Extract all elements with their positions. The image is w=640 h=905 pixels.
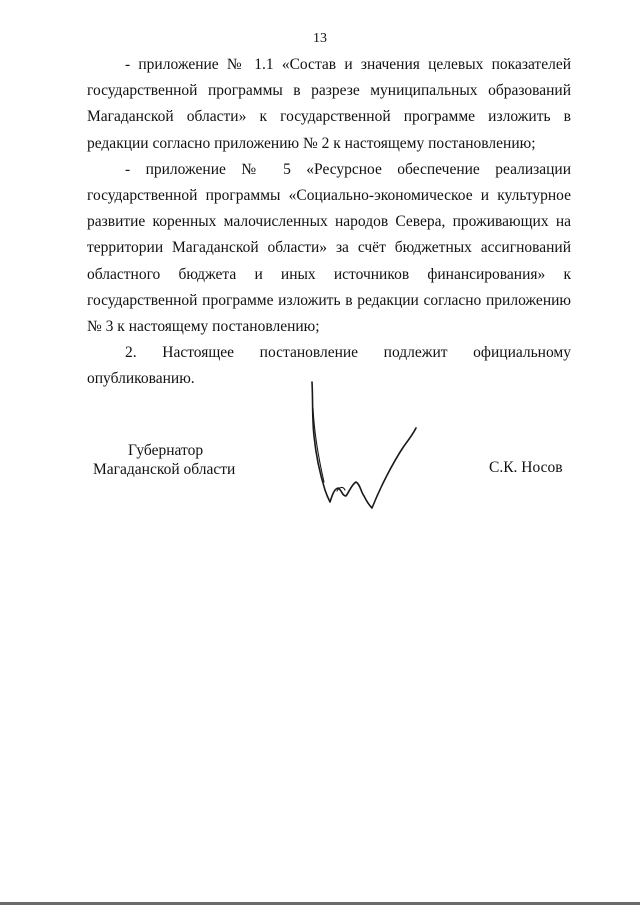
signatory-title xyxy=(93,441,293,479)
paragraph-publication: 2. Настоящее постановление подлежит официальному опубликованию. xyxy=(87,344,571,388)
document-body xyxy=(87,52,571,393)
handwritten-signature xyxy=(298,378,428,513)
paragraph-appendix-5: - приложение № 5 «Ресурсное обеспечение реализации государственной программы «Социально-экономическое и культурное развитие коренных малочисленных народов Севера, проживающих на территории Магаданской области» за счёт бюджетных ассигнований областного бюджета и иных источников финансирования» к государственной программе изложить в редакции согласно приложению № 3 к настоящему постановлению; xyxy=(87,160,571,336)
signatory-name: С.К. Носов xyxy=(489,459,563,476)
signatory-region: Магаданской области xyxy=(93,461,236,478)
page-number: 13 xyxy=(313,31,327,46)
signatory-position: Губернатор xyxy=(128,442,204,459)
paragraph-appendix-1-1: - приложение № 1.1 «Состав и значения целевых показателей государственной программы в разрезе муниципальных образований Магаданской области» к государственной программе изложить в редакции согласно приложению № 2 к настоящему постановлению; xyxy=(87,56,571,152)
